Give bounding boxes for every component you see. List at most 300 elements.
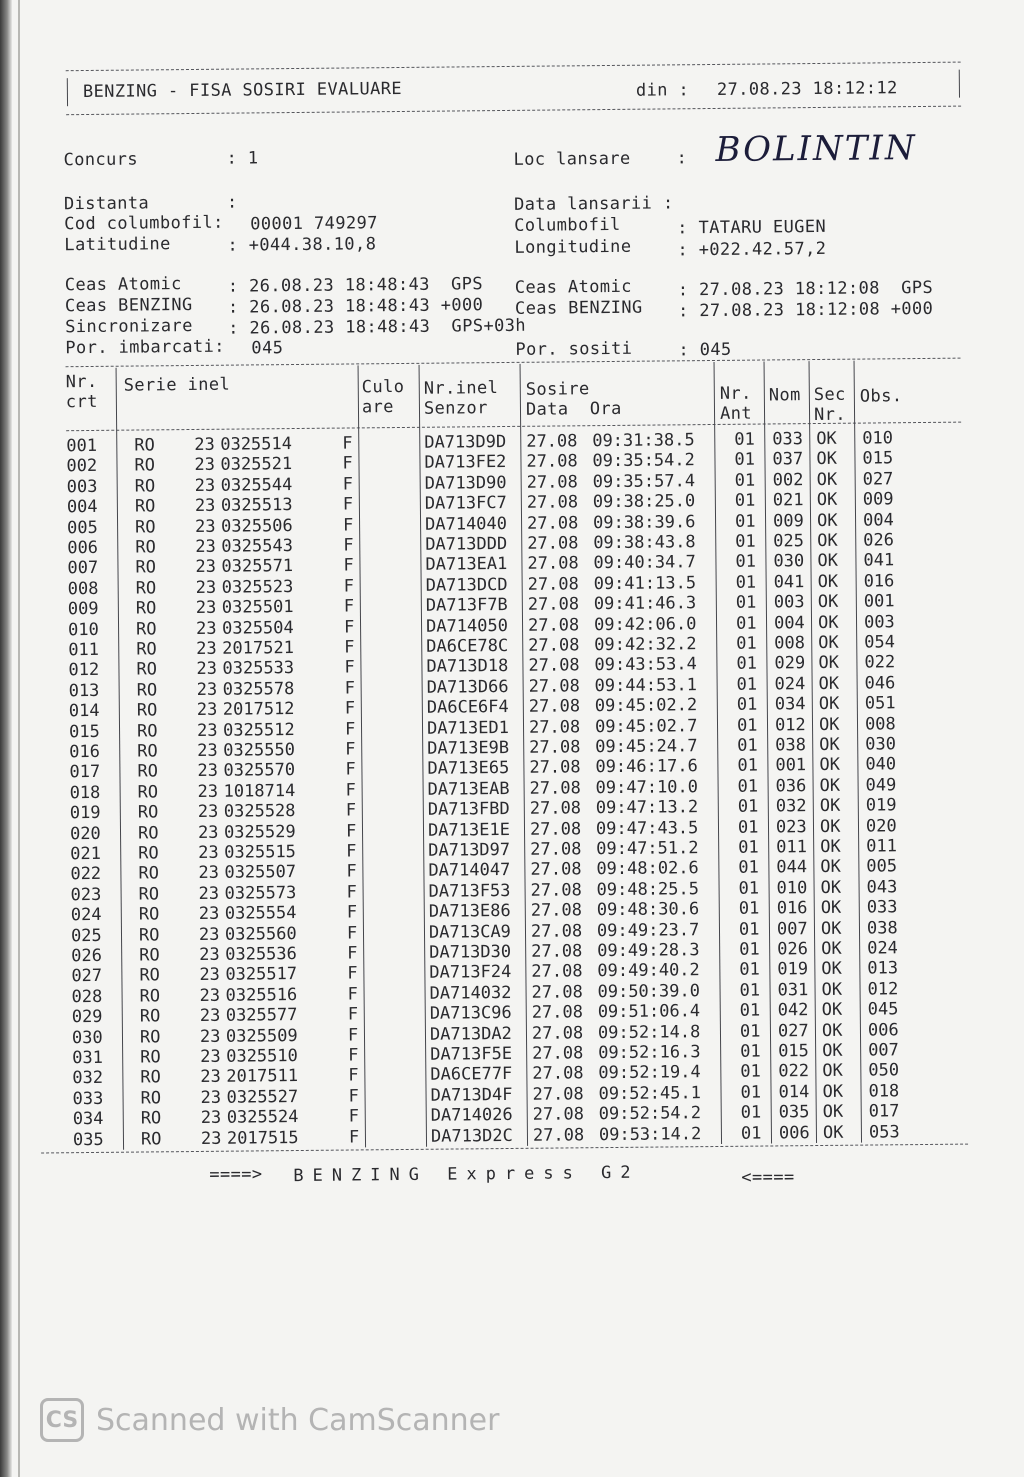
cell-time: 09:48:02.6 [596,858,699,880]
cell-nr-crt: 034 [72,1109,104,1130]
cell-date: 27.08 [528,676,580,697]
cell-nr-crt: 029 [71,1007,103,1028]
ceas-benzing-label: Ceas BENZING [64,294,193,317]
cell-ring-number: 2017515 [226,1127,299,1149]
cell-year: 23 [196,679,218,700]
cell-country: RO [139,965,160,986]
cell-date: 27.08 [526,512,579,534]
cell-sensor-id: DA713F53 [428,880,511,902]
cell-year: 23 [198,903,220,925]
cell-nom: 023 [775,816,807,838]
distanta-value: : [226,192,238,213]
cell-nom: 012 [774,714,806,736]
cell-sec: OK [818,673,840,694]
cell-obs: 045 [867,999,899,1020]
cell-color: F [348,1086,359,1107]
cell-nr-crt: 027 [71,966,103,987]
cell-nr-ant: 01 [739,959,760,981]
cell-nr-crt: 024 [70,905,102,926]
cell-ring-number: 2017512 [222,699,295,720]
cell-country: RO [138,843,159,864]
ceas-benzing-value: : 26.08.23 18:48:43 +000 [227,295,484,318]
cell-date: 27.08 [531,1022,584,1044]
cell-nr-ant: 01 [736,694,758,715]
cell-sec: OK [816,449,838,470]
cell-country: RO [134,476,156,497]
cell-obs: 019 [865,795,897,816]
cell-sensor-id: DA713E65 [427,758,510,780]
cell-time: 09:52:19.4 [598,1062,701,1084]
ceas-atomic-value: : 26.08.23 18:48:43 GPS [227,274,484,297]
cell-year: 23 [194,434,215,455]
cell-sensor-id: DA713DDD [425,533,508,555]
concurs-value: : 1 [226,148,259,169]
col-header-obs: Obs. [859,386,903,407]
cell-sensor-id: DA713FE2 [424,452,507,474]
cell-year: 23 [194,455,216,476]
cell-time: 09:47:13.2 [595,797,699,819]
cell-sensor-id: DA713E86 [428,901,511,922]
ceas-atomic-arrival-label: Ceas Atomic [514,276,632,298]
cell-sec: OK [818,632,839,654]
cell-time: 09:42:06.0 [593,613,697,635]
latitudine-label: Latitudine [64,234,171,256]
cell-nr-ant: 01 [734,429,755,450]
cell-date: 27.08 [531,1002,584,1023]
cell-ring-number: 0325528 [223,801,296,822]
cell-date: 27.08 [532,1104,585,1125]
cell-nr-crt: 017 [69,762,101,783]
cell-ring-number: 0325570 [223,760,296,782]
footer-title: BENZING Express G2 [293,1162,640,1187]
ceas-benzing-arrival-label: Ceas BENZING [514,297,643,319]
cell-color: F [345,821,357,842]
cell-obs: 049 [865,775,897,796]
cell-color: F [342,453,353,474]
cell-sensor-id: DA713FBD [427,799,510,820]
cell-year: 23 [198,883,220,904]
cell-country: RO [136,680,158,701]
cell-color: F [344,678,355,699]
cell-ring-number: 0325573 [224,882,297,904]
cell-obs: 013 [867,958,899,979]
columbofil-label: Columbofil [514,214,621,236]
cell-nr-ant: 01 [734,449,756,471]
cell-ring-number: 0325533 [222,658,295,680]
cell-nom: 007 [776,918,808,940]
cell-ring-number: 0325543 [221,536,294,557]
cell-sensor-id: DA713D18 [426,656,509,678]
cell-date: 27.08 [530,859,582,881]
cell-date: 27.08 [528,655,580,677]
cell-ring-number: 2017521 [222,638,295,659]
col-header-nr-inel-senzor: Nr.inel Senzor [423,378,499,419]
data-lansarii-label: Data lansarii : [513,193,674,215]
cell-country: RO [135,578,157,599]
cell-nr-crt: 011 [68,639,100,661]
cell-ring-number: 0325554 [224,903,297,924]
cell-sec: OK [820,918,842,939]
cell-sensor-id: DA713DCD [425,574,508,596]
cell-sensor-id: DA713E9B [427,737,510,759]
cell-sec: OK [819,795,841,817]
cell-nr-ant: 01 [739,1021,761,1042]
header-bottom-rule [66,106,961,116]
cell-color: F [343,535,354,556]
cell-sensor-id: DA713D4F [430,1084,513,1106]
cell-sensor-id: DA714040 [424,513,508,535]
cell-year: 23 [198,863,219,884]
cell-ring-number: 0325544 [220,474,293,496]
por-sositi-value: : 045 [678,339,732,361]
cell-nom: 032 [775,796,807,817]
cell-date: 27.08 [531,961,583,983]
cell-ring-number: 0325514 [220,434,293,455]
footer-right-arrow: <==== [741,1167,795,1188]
cell-date: 27.08 [530,900,583,921]
cell-color: F [345,800,357,821]
cell-sensor-id: DA714047 [428,860,511,882]
cell-year: 23 [195,597,217,619]
cell-obs: 018 [868,1081,900,1102]
cell-nr-crt: 032 [72,1068,104,1089]
cell-year: 23 [195,618,217,639]
cell-time: 09:42:32.2 [594,634,697,656]
cell-time: 09:38:43.8 [593,532,696,554]
cell-sec: OK [817,551,839,572]
cell-obs: 038 [866,917,898,939]
cell-nr-ant: 01 [735,531,756,552]
cell-color: F [343,617,355,638]
cell-sec: OK [817,612,839,633]
cell-time: 09:45:24.7 [595,736,698,758]
cell-time: 09:47:10.0 [595,776,699,798]
cell-nr-ant: 01 [734,511,756,532]
cell-sensor-id: DA713E1E [427,819,510,841]
cell-sensor-id: DA714050 [425,615,509,637]
cell-ring-number: 0325560 [224,923,297,945]
cell-obs: 026 [863,530,895,551]
cell-sec: OK [818,693,840,715]
cell-date: 27.08 [526,451,578,473]
cell-date: 27.08 [526,472,578,493]
cell-ring-number: 0325529 [223,821,296,843]
cell-year: 23 [196,638,217,659]
cell-year: 23 [195,557,217,578]
cell-time: 09:49:23.7 [596,919,700,941]
cell-nr-crt: 019 [69,803,101,824]
cell-nr-ant: 01 [734,490,756,511]
cell-nr-crt: 005 [66,517,98,538]
cell-nr-ant: 01 [738,857,759,879]
din-value: 27.08.23 18:12:12 [716,78,898,100]
cell-nom: 019 [777,959,809,980]
cell-date: 27.08 [529,737,581,758]
cell-country: RO [134,516,156,538]
cell-year: 23 [197,761,219,782]
cell-obs: 001 [863,591,895,612]
cell-sec: OK [818,714,840,735]
cell-nr-ant: 01 [737,755,758,777]
cell-obs: 008 [864,713,896,735]
cell-date: 27.08 [529,778,581,799]
cell-nr-crt: 008 [67,578,99,600]
cell-date: 27.08 [529,818,582,840]
cell-date: 27.08 [532,1084,584,1105]
cell-color: F [344,719,356,740]
cell-ring-number: 0325506 [220,515,293,537]
cell-color: F [347,963,358,984]
cell-date: 27.08 [527,533,579,554]
cell-sensor-id: DA713F7B [425,595,508,616]
cell-obs: 007 [868,1040,899,1061]
cell-sec: OK [819,734,840,755]
cell-ring-number: 0325521 [220,454,293,476]
watermark-text: Scanned with CamScanner [96,1402,500,1438]
cell-time: 09:52:14.8 [597,1021,701,1043]
cell-year: 23 [194,495,216,517]
cell-color: F [348,1127,360,1148]
cell-nr-crt: 002 [66,456,98,477]
cell-nom: 041 [773,571,805,593]
cell-obs: 050 [868,1060,900,1081]
cell-sensor-id: DA6CE78C [426,635,509,657]
cell-year: 23 [196,720,218,741]
loc-lansare-handwritten: BOLINTIN [715,128,917,170]
cell-sensor-id: DA713FC7 [424,493,507,514]
cell-nom: 006 [778,1122,810,1143]
cell-time: 09:48:25.5 [596,878,700,900]
cell-nom: 022 [778,1061,810,1082]
cell-sec: OK [816,469,838,490]
cell-nr-ant: 01 [736,674,758,695]
cell-nom: 033 [772,429,804,450]
cell-time: 09:31:38.5 [592,430,695,452]
cell-year: 23 [197,822,219,843]
cell-color: F [342,474,354,495]
cell-ring-number: 0325523 [221,576,294,598]
cell-country: RO [140,1067,161,1088]
cell-nom: 030 [773,551,805,572]
cell-country: RO [136,639,157,660]
cell-year: 23 [197,781,219,802]
cell-nom: 031 [777,979,809,1001]
cell-sec: OK [822,1081,844,1102]
cell-country: RO [135,598,157,619]
cell-sec: OK [822,1061,843,1082]
cell-year: 23 [199,944,220,965]
cell-country: RO [137,822,159,844]
cell-ring-number: 0325571 [221,556,294,578]
cell-time: 09:35:57.4 [592,470,696,492]
cell-date: 27.08 [527,614,580,636]
col-header-nr-crt: Nr. crt [65,371,98,413]
cell-date: 27.08 [531,941,583,962]
cell-time: 09:46:17.6 [595,756,698,778]
cell-nom: 009 [772,510,804,532]
cell-nom: 016 [776,898,808,919]
cell-nr-crt: 013 [68,680,100,701]
cell-nr-ant: 01 [738,898,760,919]
cell-nr-ant: 01 [739,980,761,1001]
cell-ring-number: 1018714 [223,780,296,802]
col-header-culoare: Culo are [361,376,405,418]
cell-sec: OK [817,591,839,613]
cell-nr-crt: 023 [70,884,102,905]
cell-nom: 003 [773,592,805,613]
longitudine-value: : +022.42.57,2 [677,238,827,261]
cell-color: F [347,1004,359,1025]
cell-nom: 034 [774,694,806,715]
cell-nom: 026 [777,939,808,960]
cell-ring-number: 0325517 [225,964,298,986]
cell-date: 27.08 [532,1124,585,1146]
cell-date: 27.08 [530,920,583,942]
cell-nom: 002 [772,469,804,491]
cell-date: 27.08 [532,1063,584,1085]
cell-color: F [345,780,356,801]
cell-country: RO [139,945,160,966]
cell-color: F [343,576,355,597]
cell-nr-crt: 033 [72,1088,104,1109]
cell-obs: 053 [868,1121,900,1143]
cell-country: RO [134,435,155,456]
cell-sensor-id: DA713CA9 [428,921,511,943]
cell-nr-ant: 01 [736,633,757,654]
cell-nr-ant: 01 [735,551,757,573]
cell-nr-ant: 01 [739,1000,761,1021]
col-header-nom: Nom [768,385,801,406]
cell-obs: 004 [862,509,894,531]
cell-color: F [346,861,357,882]
cell-ring-number: 0325578 [222,678,295,700]
longitudine-label: Longitudine [514,236,632,258]
cell-ring-number: 0325516 [225,984,298,1006]
cell-obs: 022 [864,652,896,673]
cell-color: F [345,739,356,760]
cell-ring-number: 0325536 [225,944,297,965]
cell-ring-number: 0325507 [224,862,297,884]
cell-sec: OK [819,775,841,796]
cell-color: F [346,882,357,903]
concurs-label: Concurs [63,149,139,171]
paper-edge-line [18,0,20,1477]
cell-color: F [342,433,353,454]
cell-nr-crt: 035 [72,1129,104,1150]
cell-country: RO [136,720,158,742]
cell-date: 27.08 [527,594,580,615]
cell-nr-crt: 015 [68,721,100,742]
cell-date: 27.08 [529,757,581,779]
cell-nom: 004 [773,612,805,634]
por-imbarcati-value: 045 [251,338,284,359]
cell-date: 27.08 [532,1043,584,1064]
cell-time: 09:45:02.7 [594,715,698,737]
cell-country: RO [140,1088,162,1109]
cell-obs: 012 [867,979,899,1000]
cell-date: 27.08 [528,635,580,656]
cell-nr-crt: 025 [70,925,102,946]
col-header-nr-ant: Nr. Ant [719,383,753,424]
cell-year: 23 [198,924,220,945]
cell-nr-ant: 01 [740,1123,762,1144]
cell-nr-crt: 001 [66,435,98,457]
cell-nr-crt: 007 [67,558,99,579]
cell-country: RO [138,904,160,925]
cell-color: F [345,759,356,780]
cell-color: F [344,637,355,658]
cell-obs: 040 [865,754,897,775]
cell-nr-ant: 01 [740,1082,762,1103]
cell-nr-ant: 01 [737,735,758,756]
cell-country: RO [139,1026,161,1048]
cell-time: 09:49:28.3 [597,940,700,962]
cell-nr-ant: 01 [738,919,760,940]
cell-ring-number: 0325504 [221,617,294,639]
cell-obs: 016 [863,571,895,592]
cell-color: F [342,494,354,515]
cell-color: F [346,902,358,923]
cell-nom: 042 [777,1000,809,1021]
cell-sec: OK [818,653,840,674]
cell-time: 09:47:51.2 [596,838,699,860]
cell-ring-number: 0325550 [223,740,295,761]
cell-nom: 037 [772,449,804,470]
cell-year: 23 [199,985,221,1006]
cell-nom: 011 [776,837,808,858]
cell-date: 27.08 [530,880,582,901]
cell-year: 23 [195,536,216,557]
cell-nom: 001 [775,755,807,776]
cell-nr-ant: 01 [735,572,757,593]
cell-sensor-id: DA713D9D [424,431,507,453]
cell-nr-ant: 01 [735,613,757,634]
cell-color: F [343,555,354,576]
cell-date: 27.08 [529,798,582,819]
cell-ring-number: 0325515 [224,842,296,863]
cell-nr-ant: 01 [737,817,759,838]
columbofil-value: : TATARU EUGEN [677,216,827,239]
por-sositi-label: Por. sositi [515,338,633,360]
cell-sec: OK [817,571,839,592]
cell-nr-ant: 01 [738,837,759,858]
cell-nr-crt: 020 [69,823,101,844]
cell-date: 27.08 [530,839,582,860]
cell-sec: OK [821,938,842,959]
footer-left-arrow: ====> [209,1164,263,1185]
cell-color: F [348,1045,359,1066]
cell-country: RO [134,496,156,517]
cell-time: 09:52:54.2 [598,1103,702,1125]
cell-year: 23 [195,577,217,598]
cell-nr-ant: 01 [740,1041,761,1062]
cell-sec: OK [816,510,838,531]
cell-color: F [346,923,358,944]
cell-ring-number: 0325510 [226,1046,298,1067]
cell-nr-crt: 014 [68,701,100,722]
cell-country: RO [138,924,160,946]
distanta-label: Distanta [63,193,150,215]
cell-color: F [343,596,355,617]
cell-color: F [347,984,358,1005]
cell-year: 23 [196,659,218,680]
cell-time: 09:38:39.6 [592,511,696,533]
cell-sensor-id: DA713D2C [430,1125,513,1147]
cell-time: 09:41:46.3 [593,593,697,615]
cell-nr-ant: 01 [737,796,759,817]
cell-nr-crt: 026 [71,945,103,967]
cell-nr-ant: 01 [734,470,756,491]
